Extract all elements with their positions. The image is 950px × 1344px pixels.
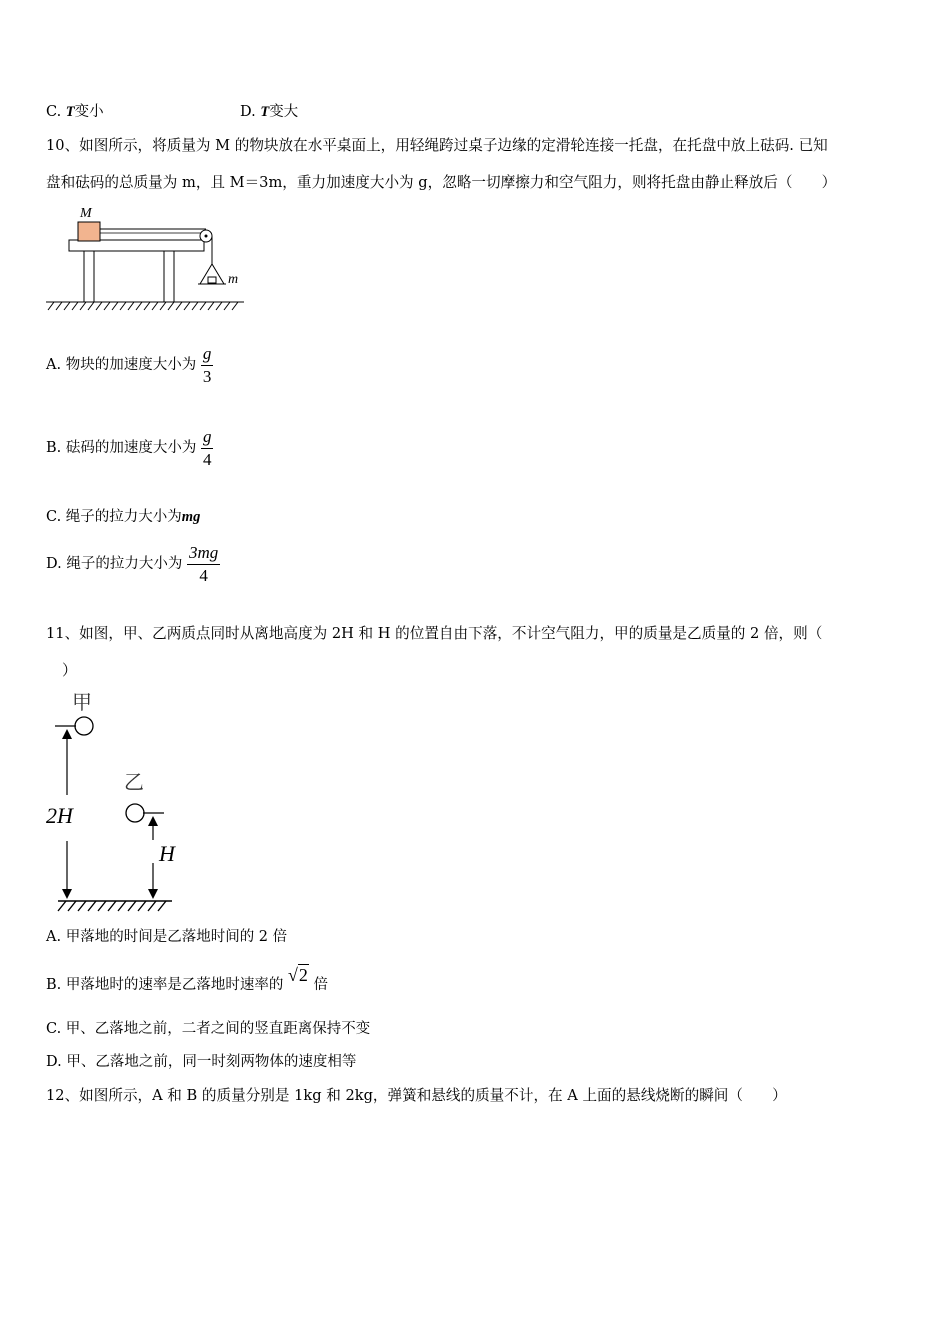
ground-hatch [46,302,244,310]
q10-option-d: D. 绳子的拉力大小为 $\frac{3mg}{4}$ [46,542,219,585]
table [69,240,204,302]
q12-stem-line1: 12、如图所示，A 和 B 的质量分别是 1kg 和 2kg，弹簧和悬线的质量不计，在 A 上面的悬线烧断的瞬间（ ） [46,1087,787,1104]
label-yi: 乙 [124,772,144,794]
q9-option-c: C. T变小 [46,104,104,120]
q10-figure [44,202,249,314]
pan [198,264,226,284]
q10-stem-line2: 盘和砝码的总质量为 m，且 M＝3m，重力加速度大小为 g，忽略一切摩擦力和空气阻力，则将托盘由静止释放后（ ） [46,174,837,191]
sqrt-symbol: √2 [287,965,308,985]
arrowhead-2h-down [62,889,72,899]
q11-option-b: B. 甲落地时的速率是乙落地时速率的 √2 倍 [46,965,328,993]
q10-stem-line1: 10、如图所示，将质量为 M 的物块放在水平桌面上，用轻绳跨过桌子边缘的定滑轮连接一托盘，在托盘中放上砝码. 已知 [46,137,828,154]
q11-figure [40,685,180,917]
q11-option-c: C. 甲、乙落地之前，二者之间的竖直距离保持不变 [46,1021,371,1037]
q10-option-c: C. 绳子的拉力大小为mg [46,509,201,525]
q11-option-d: D. 甲、乙落地之前，同一时刻两物体的速度相等 [46,1054,357,1070]
pulley-axle [205,235,208,238]
q11-stem-line1: 11、如图，甲、乙两质点同时从离地高度为 2H 和 H 的位置自由下落，不计空气阻力，甲的质量是乙质量的 2 倍，则（ [46,625,823,642]
fraction: $\frac{g}{4}$ [202,426,212,469]
label-h: H [159,841,175,866]
q9-option-d: D. T变大 [240,104,299,120]
label-m: m [228,272,239,287]
ground-hatch [58,901,172,911]
ball-yi [126,804,144,822]
block-M [78,222,100,241]
label-2h: 2H [46,803,73,828]
arrowhead-h-up [148,816,158,826]
arrowhead-h-down [148,889,158,899]
q10-option-a: A. 物块的加速度大小为 $\frac{g}{3}$ [46,343,212,386]
fraction: $\frac{3mg}{4}$ [188,542,219,585]
ball-jia [75,717,93,735]
label-M: M [80,206,92,221]
q10-option-b: B. 砝码的加速度大小为 $\frac{g}{4}$ [46,426,212,469]
q11-stem-line2: ） [62,661,78,679]
fraction: $\frac{g}{3}$ [202,343,212,386]
q11-option-a: A. 甲落地的时间是乙落地时间的 2 倍 [46,929,288,945]
label-jia: 甲 [72,692,92,714]
arrowhead-2h-up [62,729,72,739]
